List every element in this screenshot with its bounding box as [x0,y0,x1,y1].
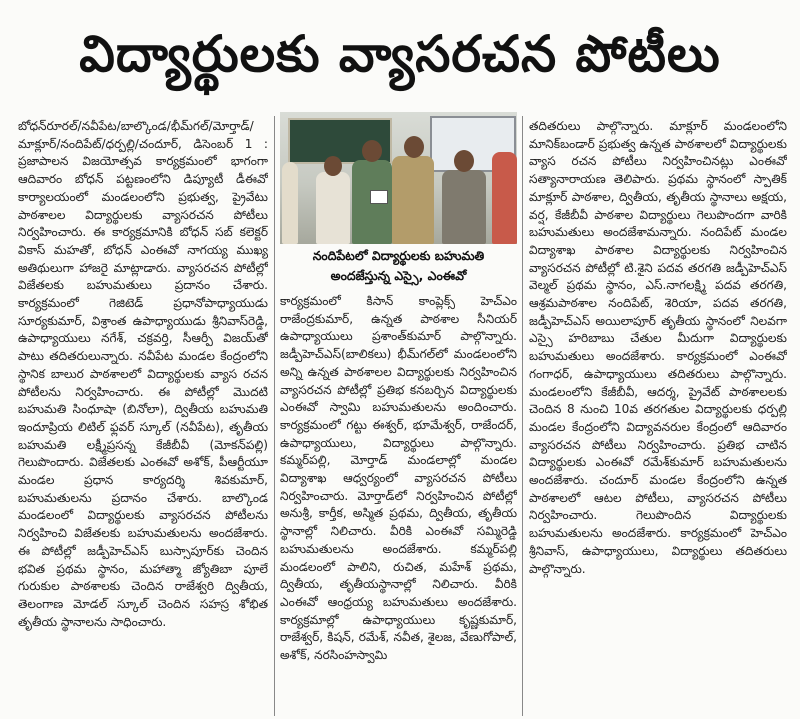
certificate [370,190,388,204]
article-text-3: తదితరులు పాల్గొన్నారు. మాక్లూర్ మండలంలోని మానిక్‌బండార్ ప్రభుత్వ ఉన్నత పాఠశాలలో విద్యార్థులకు వ్యాస రచన పోటీలు నిర్వహించినట్లు ఎంఈవో సత్యానారాయణ తెలిపారు. ప్రథమ స్థానంలో స్పాతిక్ మాక్లూర్ పాఠశాల, ద్వితీయ, తృతీయ స్థానాలు అక్షయ, వర్ష, కేజీబీవీ పాఠశాల విద్యార్థులు గెలుపొందగా వారికి బహుమతులు అందజేశామన్నారు. నందిపేట్ మండల విద్యాశాఖ పాఠశాల విద్యార్థులకు నిర్వహించిన వ్యాసరచన పోటీల్లో టి.శైని పదవ తరగతి జడ్పీహెచ్ఎస్ వెల్మల్ ప్రథమ స్థానం, ఎస్.నాగలక్ష్మి పదవ తరగతి, ఆశ్రమపాఠశాల నందిపేట్, శెరియా, పదవ తరగతి, జడ్పీహెచ్ఎస్ అయిలాపూర్ తృతీయ స్థానంలో నిలవగా ఎస్సై హరిబాబు చేతుల మీదుగా విద్యార్థులకు బహుమతులు అందజేశారు. కార్యక్రమంలో ఎంఈవో గంగాధర్, ఉపాధ్యాయులు తదితరులు పాల్గొన్నారు. మండలంలోని కేజీబీవీ, ఆదర్శ, ప్రైవేట్ పాఠశాలలకు చెందిన 8 నుంచి 10వ తరగతుల విద్యార్థులకు ధర్పల్లి మండల కేంద్రంలోని విద్యావనరుల కేంద్రంలో ఆదివారం వ్యాసరచన పోటీలు నిర్వహించారు. ప్రతిభ చాటిన విద్యార్థులకు ఎంఈవో రమేశ్‌కుమార్ బహుమతులను అందజేశారు. చందూర్ మండల కేంద్రంలోని ఉన్నత పాఠశాలలో ఆటల పోటీలు, వ్యాసరచన పోటీలు నిర్వహించారు. గెలుపొందిన విద్యార్థులకు బహుమతులను అందజేశారు. కార్యక్రమంలో హెచ్ఎం శ్రీనివాస్, ఉపాధ్యాయులు, విద్యార్థులు తదితరులు పాల్గొన్నారు. [529,119,787,576]
photo-person [442,170,486,244]
article-column-2 [280,293,517,718]
article-column-1 [18,118,268,718]
article-text-1: బోధన్‌రూరల్/నవీపేట/బాల్కొండ/భీమ్‌గల్/మోర్తాడ్/మాక్లూర్/నందిపేట్/ధర్పల్లి/చందూర్, డిసెంబర్ 1 : ప్రజాపాలన విజయోత్సవ కార్యక్రమంలో భాగంగా ఆదివారం బోధన్ పట్టణంలోని డిప్యూటీ డీఈవో కార్యాలయంలో మండలంలోని ప్రభుత్వ, ప్రైవేటు పాఠశాలల విద్యార్థులకు వ్యాసరచన పోటీలు నిర్వహించారు. ఈ కార్యక్రమానికి బోధన్ సబ్ కలెక్టర్ వికాస్ మహతో, బోధన్ ఎంఈవో నాగయ్య ముఖ్య అతిథులుగా హాజరై మాట్లాడారు. వ్యాసరచన పోటీల్లో విజేతలకు బహుమతులు ప్రదానం చేశారు. కార్యక్రమంలో గెజిటెడ్ ప్రధానోపాధ్యాయుడు సూర్యకుమార్, విశ్రాంత ఉపాధ్యాయుడు శ్రీనివాస్‌రెడ్డి, ఉపాధ్యాయులు నగేశ్, చక్రవర్తి, సీఆర్పీ విజయ్‌తో పాటు తదితరులున్నారు. నవీపేట మండల కేంద్రంలోని స్థానిక బాలుర పాఠశాలలో విద్యార్థులకు వ్యాస రచన పోటీలను నిర్వహించారు. ఈ పోటీల్లో మొదటి బహుమతి సింధూషా (బినోలా), ద్వితీయ బహుమతి ఇందూప్రియ లిటిల్ ఫ్లవర్ స్కూల్ (నవీపేట), తృతీయ బహుమతి లక్ష్మీప్రసన్న కేజీబీవీ (మోకన్‌పల్లి) గెలుపొందారు. విజేతలకు ఎంఈవో అశోక్, పీఆర్టీయూ మండల ప్రధాన కార్యదర్శి శివకుమార్, బహుమతులను ప్రదానం చేశారు. బాల్కొండ మండలంలో విద్యార్థులకు వ్యాసరచన పోటీలను నిర్వహించి విజేతలకు బహుమతులను అందజేశారు. ఈ పోటీల్లో జడ్పీహెచ్ఎస్ బుస్సాపూర్‌కు చెందిన భవిత ప్రథమ స్థానం, మహాత్మా జ్యోతిబా పూలే గురుకుల పాఠశాలకు చెందిన రాజేశ్వరి ద్వితీయ, తెలంగాణ మోడల్ స్కూల్ చెందిన సహస్ర శోభిత తృతీయ స్థానాలను సాధించారు. [18,119,268,629]
event-photo [280,112,517,244]
column-divider [274,116,275,716]
photo-person-head [324,156,342,176]
photo-person-head [362,140,382,162]
photo-person [392,156,434,244]
article-column-3 [529,118,787,718]
photo-person-head [454,150,474,172]
column-divider [522,116,523,716]
photo-person [282,162,298,244]
headline: విద్యార్థులకు వ్యాసరచన పోటీలు [79,25,721,83]
photo-person [316,172,350,244]
article-text-2: కార్యక్రమంలో కిసాన్ కాంప్లెక్స్ హెచ్ఎం రాజేంద్రకుమార్, ఉన్నత పాఠశాల సీనియర్ ఉపాధ్యాయులు ప్రశాంత్‌కుమార్ పాల్గొన్నారు. జడ్పీహెచ్ఎస్(బాలికలు) భీమ్‌గల్‌లో మండలంలోని అన్ని ఉన్నత పాఠశాలల విద్యార్థులకు నిర్వహించిన వ్యాసరచన పోటీల్లో ప్రతిభ కనబర్చిన విద్యార్థులకు ఎంఈవో స్వామి బహుమతులను అందించారు. కార్యక్రమంలో గట్టు ఈశ్వర్, భూమేశ్వర్, రాజేందర్, ఉపాధ్యాయులు, విద్యార్థులు పాల్గొన్నారు. కమ్మర్‌పల్లి, మోర్తాడ్ మండలాల్లో మండల విద్యాశాఖ ఆధ్వర్యంలో వ్యాసరచన పోటీలు నిర్వహించారు. మోర్తాడ్‌లో నిర్వహించిన పోటీల్లో అనుశ్రీ, కార్తీక, అస్మిత ప్రథమ, ద్వితీయ, తృతీయ స్థానాల్లో నిలిచారు. వీరికి ఎంఈవో సమ్మిరెడ్డి బహుమతులను అందజేశారు. కమ్మర్‌పల్లి మండలంలో పాలిని, రుచిత, మహేశ్ ప్రథమ, ద్వితీయ, తృతీయస్థానాల్లో నిలిచారు. వీరికి ఎంఈవో ఆంధ్రయ్య బహుమతులు అందజేశారు. కార్యక్రమాల్లో ఉపాధ్యాయులు కృష్ణకుమార్, రాజేశ్వర్, కిషన్, రమేశ్, నవీత, శైలజ, వేణుగోపాల్, అశోక్, నరసింహస్వామి [280,294,517,663]
photo-caption: నందిపేటలో విద్యార్థులకు బహుమతి అందజేస్తున్న ఎస్సై, ఎంఈవో [312,248,485,283]
photo-person-head [404,136,424,158]
photo-person [492,152,517,244]
